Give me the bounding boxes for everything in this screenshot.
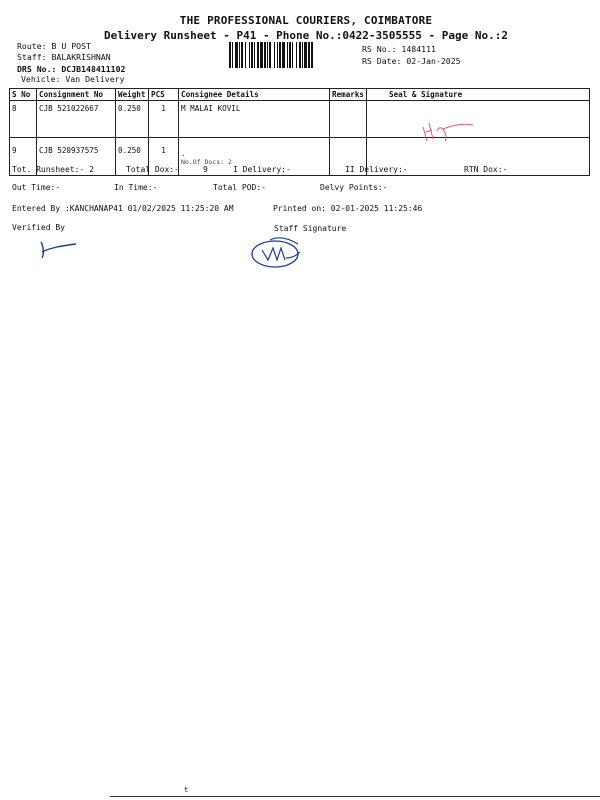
row-weight: 0.250	[116, 101, 149, 138]
out-time: Out Time:-	[12, 183, 61, 192]
drs-number: DRS No.: DCJB148411102	[17, 64, 126, 74]
staff-signature-label: Staff Signature	[274, 224, 347, 233]
row-sno: 9	[10, 138, 37, 176]
col-consignment: Consignment No	[37, 89, 116, 101]
row-weight: 0.250	[116, 138, 149, 176]
row-pcs: 1	[149, 138, 179, 176]
row-consignee: M MALAI KOVIL	[179, 101, 330, 138]
table-row	[10, 101, 590, 138]
row-remarks	[330, 101, 367, 138]
bottom-rule	[110, 796, 600, 797]
tot-runsheet: Tot. Runsheet:- 2	[12, 165, 94, 174]
vehicle-label: Vehicle: Van Delivery	[21, 74, 125, 84]
total-pod: Total POD:-	[213, 183, 266, 192]
footer-mark: t	[184, 786, 189, 794]
rtn-dox: RTN Dox:-	[464, 165, 508, 174]
col-seal: Seal & Signature	[367, 89, 590, 101]
company-title: THE PROFESSIONAL COURIERS, COIMBATORE	[179, 14, 433, 27]
total-dox-label: Total Dox:-	[126, 165, 179, 174]
rs-date: RS Date: 02-Jan-2025	[362, 56, 461, 66]
ii-delivery: II Delivery:-	[345, 165, 408, 174]
total-dox-value: 9	[203, 165, 208, 174]
verified-signature	[36, 238, 80, 260]
row-consignment: CJB 520937575	[37, 138, 116, 176]
col-pcs: PCS	[149, 89, 179, 101]
row-sno: 8	[10, 101, 37, 138]
entered-by: Entered By :KANCHANAP41 01/02/2025 11:25:20 AM	[12, 204, 234, 213]
delvy-points: Delvy Points:-	[320, 183, 388, 192]
rs-number: RS No.: 1484111	[362, 44, 436, 54]
row-pcs: 1	[149, 101, 179, 138]
seal-scribble	[419, 117, 479, 147]
docs-count: No.Of Docs: 2	[181, 158, 232, 166]
barcode-image	[229, 42, 343, 68]
runsheet-table	[9, 88, 590, 176]
staff-signature-stamp	[248, 232, 308, 272]
in-time: In Time:-	[114, 183, 158, 192]
printed-on: Printed on: 02-01-2025 11:25:46	[273, 204, 423, 213]
col-sno: S No	[10, 89, 37, 101]
route-label: Route: B U POST	[17, 41, 91, 51]
i-delivery: I Delivery:-	[233, 165, 291, 174]
runsheet-subtitle: Delivery Runsheet - P41 - Phone No.:0422-3505555 - Page No.:2	[104, 29, 508, 42]
row-seal	[367, 101, 590, 138]
col-consignee: Consignee Details	[179, 89, 330, 101]
row-consignee: .	[181, 149, 186, 158]
verified-by-label: Verified By	[12, 223, 65, 232]
table-header-row	[10, 89, 590, 101]
row-consignment: CJB 521022667	[37, 101, 116, 138]
col-remarks: Remarks	[330, 89, 367, 101]
col-weight: Weight	[116, 89, 149, 101]
staff-label: Staff: BALAKRISHNAN	[17, 52, 111, 62]
